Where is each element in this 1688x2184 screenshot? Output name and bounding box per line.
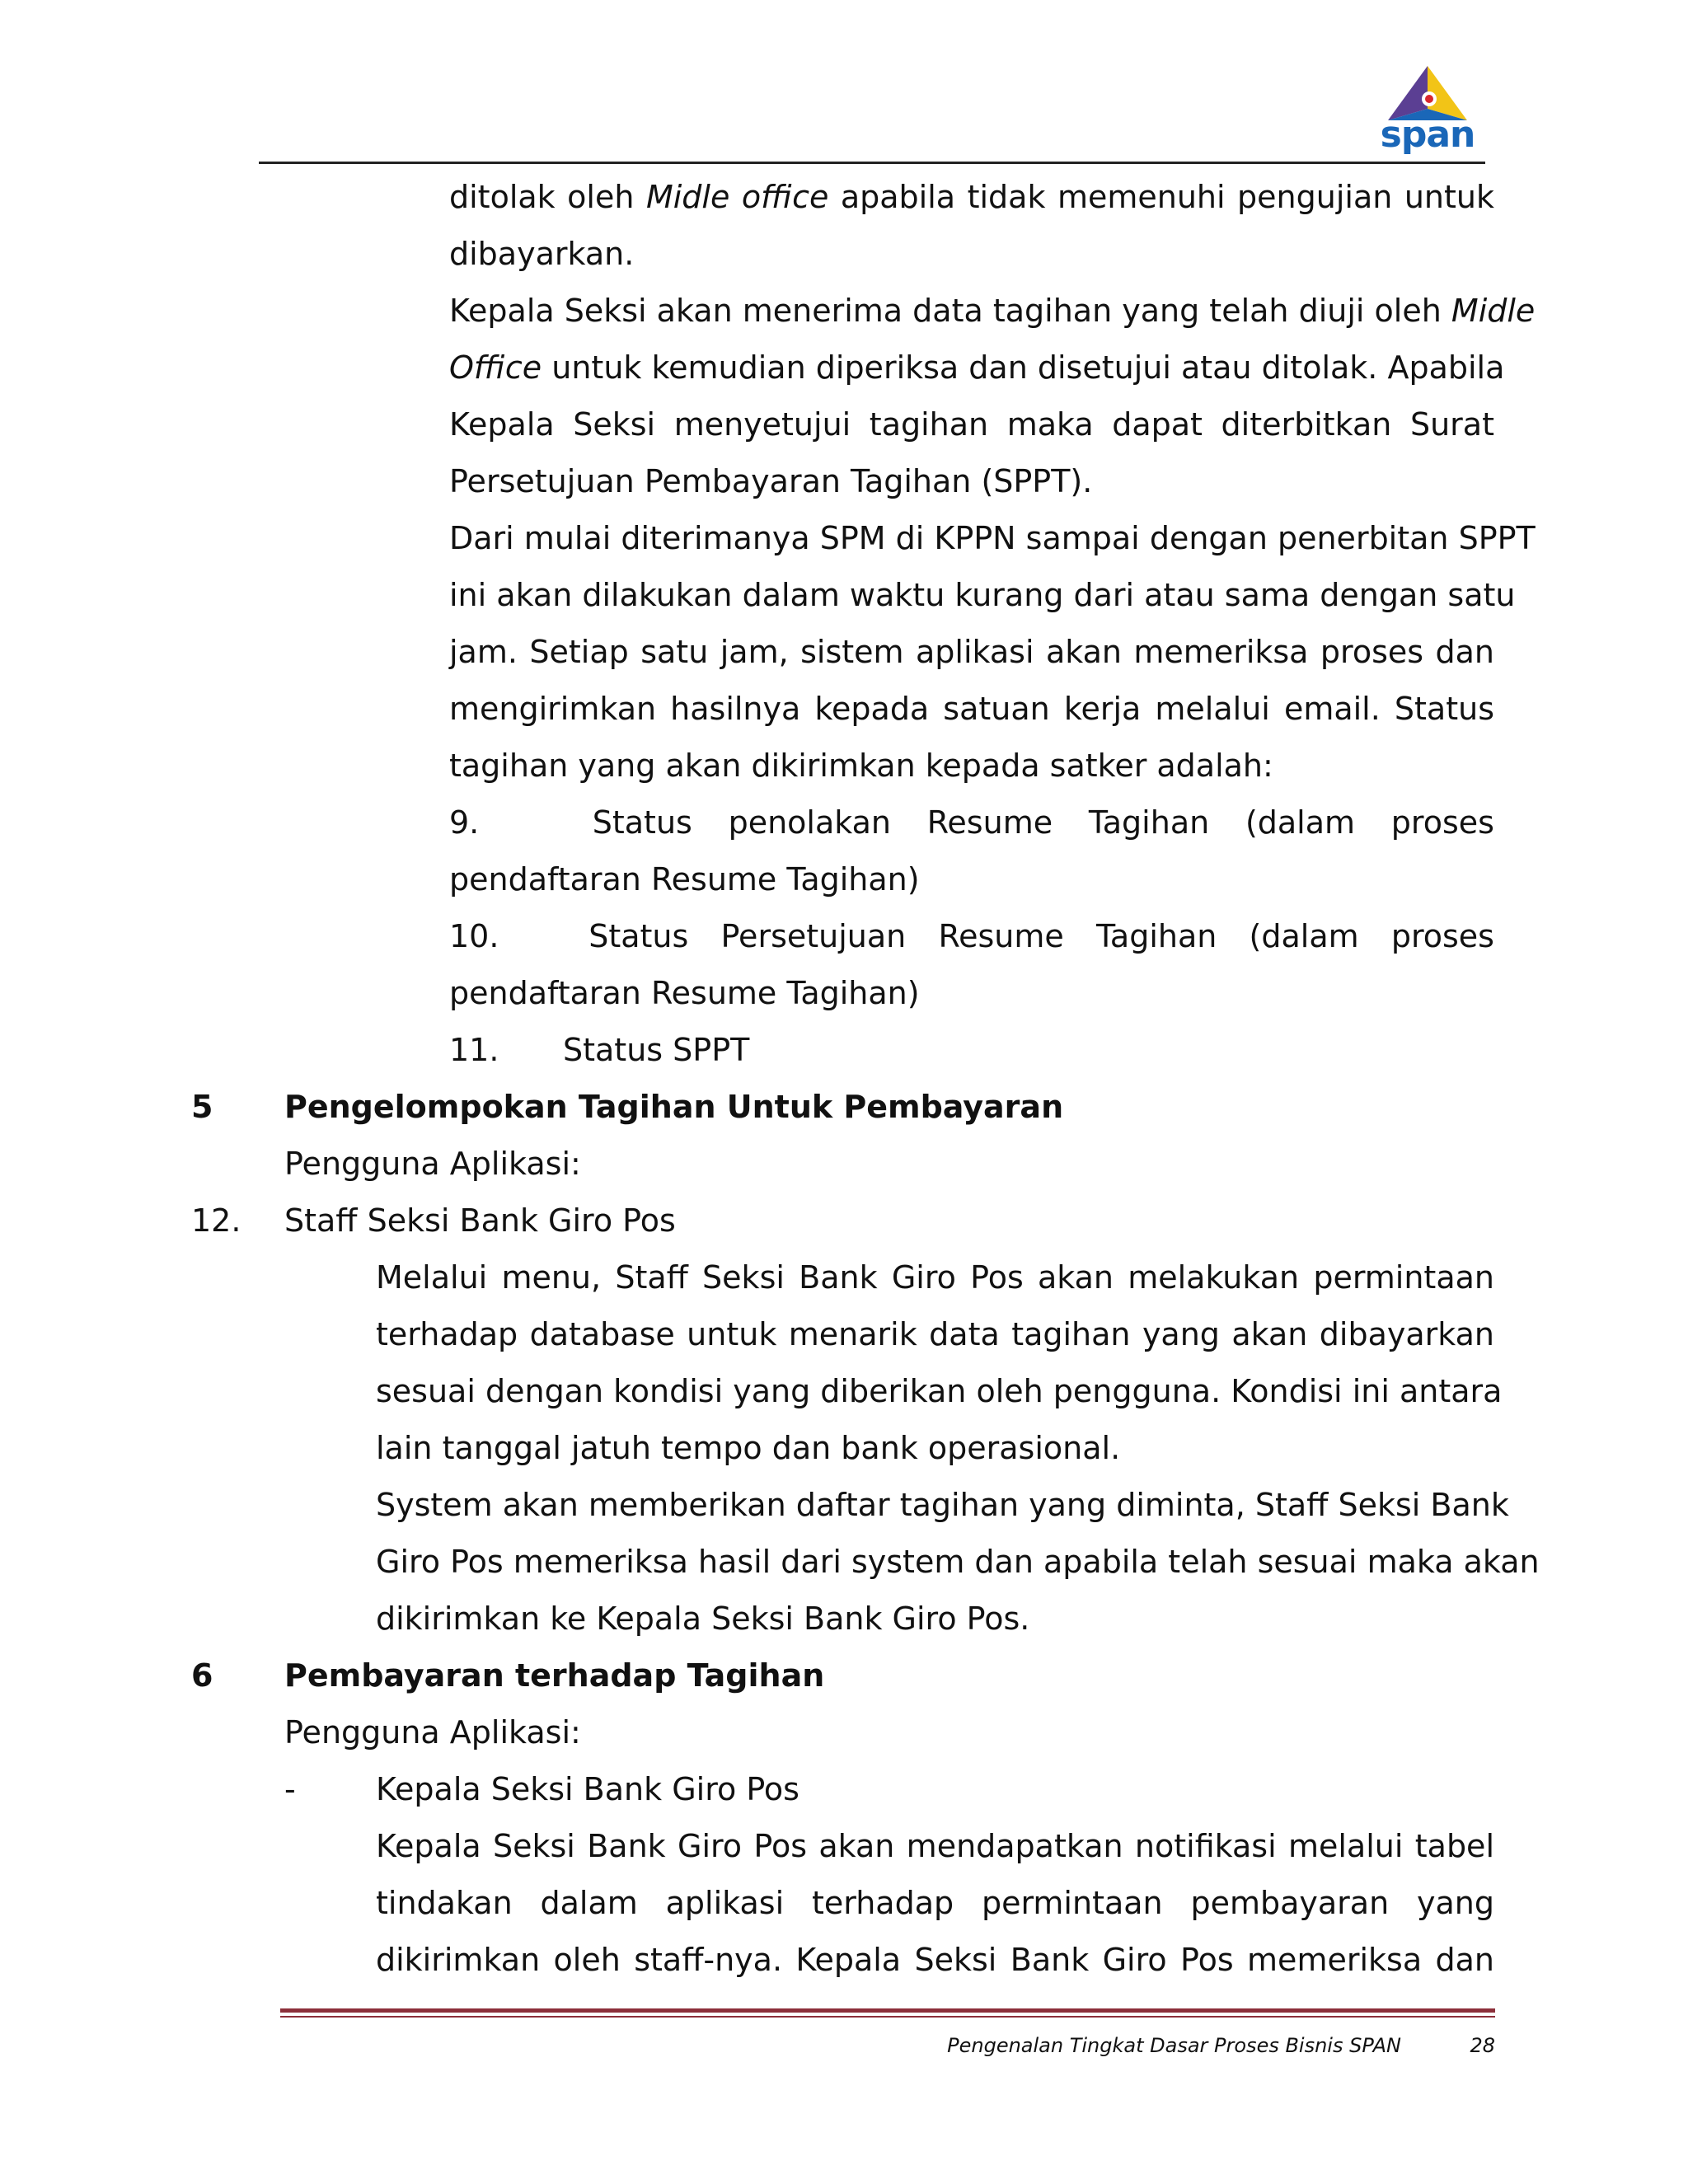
footer-rule: [280, 2008, 1495, 2013]
body-line: System akan memberikan daftar tagihan yang diminta, Staff Seksi Bank: [376, 1487, 1509, 1523]
user-role: Kepala Seksi Bank Giro Pos: [376, 1771, 799, 1807]
footer-rule-thin: [280, 2016, 1495, 2018]
footer-title: Pengenalan Tingkat Dasar Proses Bisnis SPAN: [947, 2034, 1401, 2057]
body-line: Dari mulai diterimanya SPM di KPPN sampai dengan penerbitan SPPT: [449, 520, 1536, 556]
users-label: Pengguna Aplikasi:: [284, 1714, 581, 1750]
body-line: Kepala Seksi akan menerima data tagihan yang telah diuji oleh Midle: [449, 293, 1536, 329]
body-line: Melalui menu, Staff Seksi Bank Giro Pos akan melakukan permintaan: [376, 1259, 1494, 1296]
body-line: Kepala Seksi menyetujui tagihan maka dapat diterbitkan Surat: [449, 406, 1494, 443]
user-role: Staff Seksi Bank Giro Pos: [284, 1202, 676, 1239]
body-line: tagihan yang akan dikirimkan kepada satker adalah:: [449, 748, 1273, 784]
user-number: 12.: [191, 1202, 241, 1239]
page-number: 28: [1470, 2034, 1495, 2057]
body-line: tindakan dalam aplikasi terhadap permintaan pembayaran yang: [376, 1885, 1494, 1921]
section-title: Pengelompokan Tagihan Untuk Pembayaran: [284, 1089, 1064, 1125]
header-rule: [259, 162, 1485, 164]
body-line: Persetujuan Pembayaran Tagihan (SPPT).: [449, 463, 1093, 499]
body-line: mengirimkan hasilnya kepada satuan kerja melalui email. Status: [449, 691, 1494, 727]
users-label: Pengguna Aplikasi:: [284, 1146, 581, 1182]
list-item: 9. Status penolakan Resume Tagihan (dalam proses: [449, 804, 1494, 841]
section-title: Pembayaran terhadap Tagihan: [284, 1657, 825, 1694]
section-number: 6: [191, 1657, 213, 1694]
list-item-text: Status SPPT: [563, 1032, 750, 1068]
body-line: jam. Setiap satu jam, sistem aplikasi akan memeriksa proses dan: [449, 634, 1494, 670]
list-item-number: 11.: [449, 1032, 499, 1068]
body-line: dibayarkan.: [449, 236, 635, 272]
logo-text: span: [1380, 114, 1475, 156]
section-number: 5: [191, 1089, 213, 1125]
body-line: Office untuk kemudian diperiksa dan disetujui atau ditolak. Apabila: [449, 349, 1505, 386]
body-line: Giro Pos memeriksa hasil dari system dan apabila telah sesuai maka akan: [376, 1544, 1540, 1580]
body-line: terhadap database untuk menarik data tagihan yang akan dibayarkan: [376, 1316, 1494, 1352]
body-line: dikirimkan ke Kepala Seksi Bank Giro Pos.: [376, 1601, 1030, 1637]
body-line: dikirimkan oleh staff-nya. Kepala Seksi Bank Giro Pos memeriksa dan: [376, 1942, 1494, 1978]
body-line: ditolak oleh Midle office apabila tidak memenuhi pengujian untuk: [449, 179, 1494, 215]
body-line: sesuai dengan kondisi yang diberikan oleh pengguna. Kondisi ini antara: [376, 1373, 1503, 1409]
list-item-cont: pendaftaran Resume Tagihan): [449, 975, 920, 1011]
body-line: ini akan dilakukan dalam waktu kurang dari atau sama dengan satu: [449, 577, 1516, 613]
list-item: 10. Status Persetujuan Resume Tagihan (dalam proses: [449, 918, 1494, 954]
body-line: Kepala Seksi Bank Giro Pos akan mendapatkan notifikasi melalui tabel: [376, 1828, 1494, 1864]
body-line: lain tanggal jatuh tempo dan bank operasional.: [376, 1430, 1121, 1466]
list-item-cont: pendaftaran Resume Tagihan): [449, 861, 920, 898]
user-bullet: -: [284, 1771, 296, 1807]
span-logo: [1372, 63, 1484, 160]
